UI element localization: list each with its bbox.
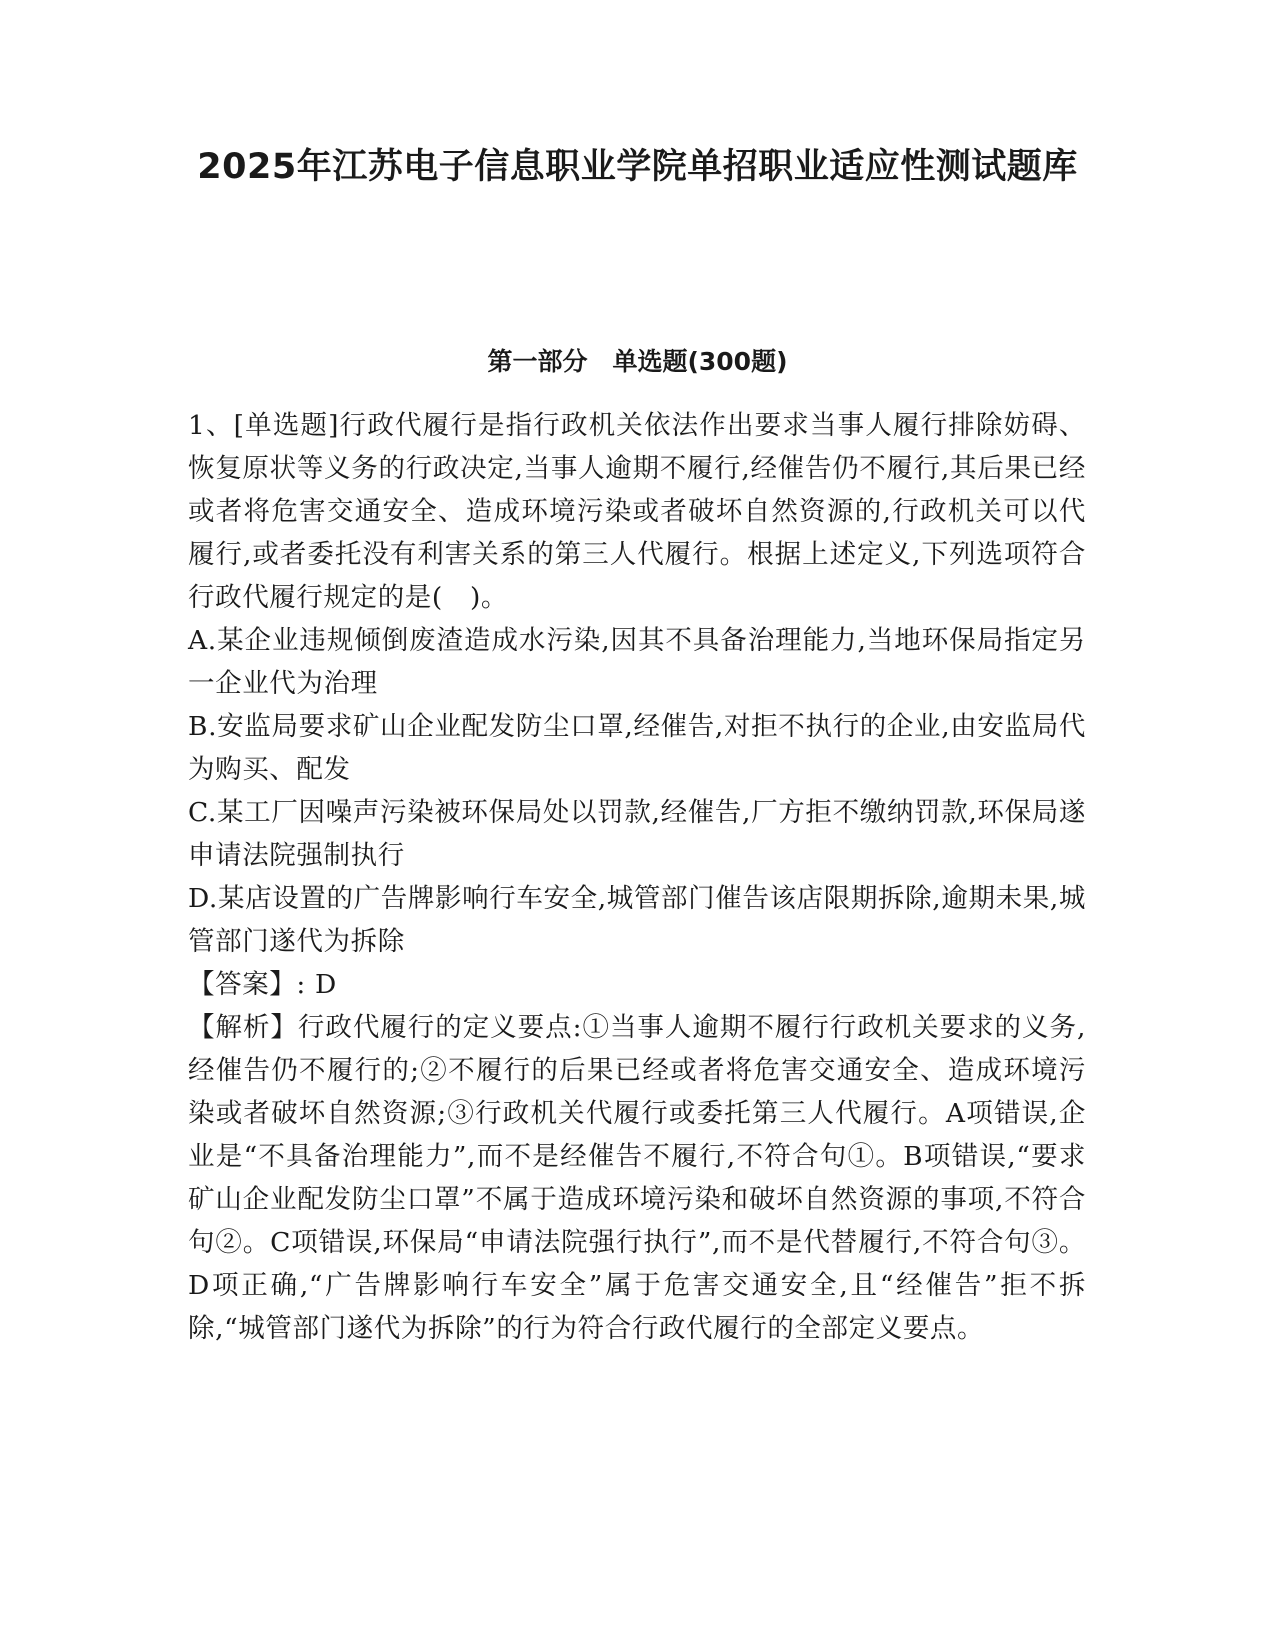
option-b: B.安监局要求矿山企业配发防尘口罩,经催告,对拒不执行的企业,由安监局代为购买、配发 <box>188 711 1086 785</box>
explanation-text: 【解析】行政代履行的定义要点:①当事人逾期不履行行政机关要求的义务,经催告仍不履行的;②不履行的后果已经或者将危害交通安全、造成环境污染或者破坏自然资源;③行政机关代履行或委托第三人代履行。A项错误,企业是“不具备治理能力”,而不是经催告不履行,不符合句①。B项错误,“要求矿山企业配发防尘口罩”不属于造成环境污染和破坏自然资源的事项,不符合句②。C项错误,环保局“申请法院强行执行”,而不是代替履行,不符合句③。D项正确,“广告牌影响行车安全”属于危害交通安全,且“经催告”拒不拆除,“城管部门遂代为拆除”的行为符合行政代履行的全部定义要点。 <box>188 1012 1086 1344</box>
question-stem: 1、[单选题]行政代履行是指行政机关依法作出要求当事人履行排除妨碍、恢复原状等义务的行政决定,当事人逾期不履行,经催告仍不履行,其后果已经或者将危害交通安全、造成环境污染或者破坏自然资源的,行政机关可以代履行,或者委托没有利害关系的第三人代履行。根据上述定义,下列选项符合行政代履行规定的是( )。 <box>188 410 1086 613</box>
document-title: 2025年江苏电子信息职业学院单招职业适应性测试题库 <box>197 147 1078 187</box>
option-c: C.某工厂因噪声污染被环保局处以罚款,经催告,厂方拒不缴纳罚款,环保局遂申请法院强制执行 <box>188 797 1086 871</box>
question-block <box>188 404 1086 1350</box>
option-a: A.某企业违规倾倒废渣造成水污染,因其不具备治理能力,当地环保局指定另一企业代为治理 <box>188 625 1086 699</box>
answer-line: 【答案】: D <box>188 969 337 1000</box>
option-d: D.某店设置的广告牌影响行车安全,城管部门催告该店限期拆除,逾期未果,城管部门遂代为拆除 <box>188 883 1086 957</box>
section-heading: 第一部分 单选题(300题) <box>487 347 788 376</box>
